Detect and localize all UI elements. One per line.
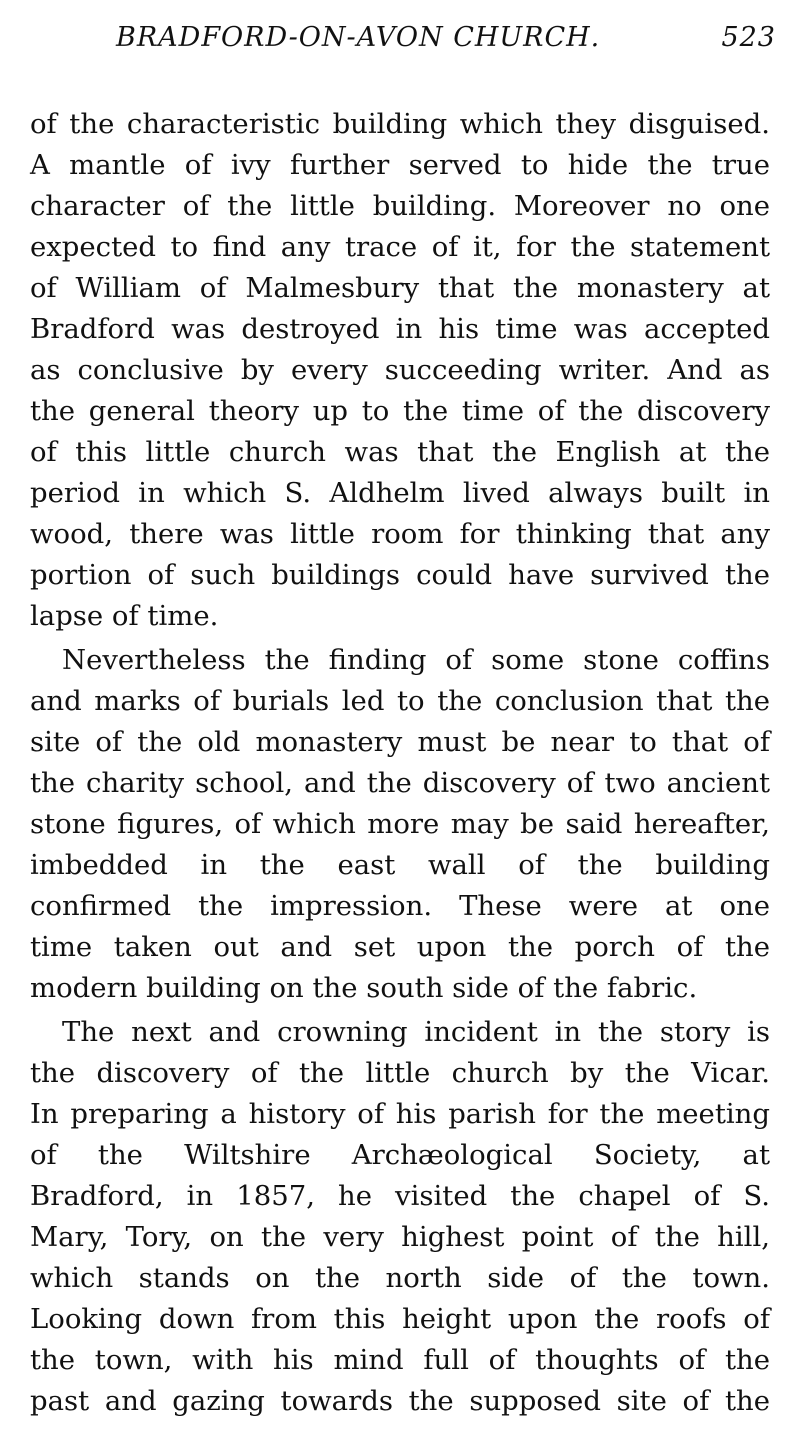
text-line: portion of such buildings could have survived the [30, 559, 770, 591]
text-line: Mary, Tory, on the very highest point of the hill, [30, 1221, 770, 1253]
text-line: the general theory up to the time of the discovery [30, 395, 770, 427]
text-line: expected to find any trace of it, for the statement [30, 231, 770, 263]
text-line: Looking down from this height upon the roofs of [30, 1303, 770, 1335]
text-line: character of the little building. Moreover no one [30, 190, 770, 222]
text-line: the town, with his mind full of thoughts of the [30, 1344, 770, 1376]
text-line: Nevertheless the finding of some stone coffins [62, 644, 770, 676]
text-line: Bradford, in 1857, he visited the chapel of S. [30, 1180, 770, 1212]
text-line: of William of Malmesbury that the monastery at [30, 272, 770, 304]
text-line: A mantle of ivy further served to hide the true [30, 149, 770, 181]
text-line: Bradford was destroyed in his time was accepted [30, 313, 770, 345]
text-line: and marks of burials led to the conclusion that the [30, 685, 770, 717]
page-number: 523 [721, 22, 776, 53]
text-line: of this little church was that the English at the [30, 436, 770, 468]
text-line: lapse of time. [30, 600, 219, 632]
text-line: of the characteristic building which they disguised. [30, 108, 770, 140]
text-line: as conclusive by every succeeding writer. And as [30, 354, 770, 386]
text-line: the charity school, and the discovery of two ancient [30, 767, 770, 799]
text-line: imbedded in the east wall of the building [30, 849, 770, 881]
text-line: the discovery of the little church by the Vicar. [30, 1057, 770, 1089]
text-line: modern building on the south side of the fabric. [30, 972, 698, 1004]
text-line: The next and crowning incident in the story is [62, 1016, 770, 1048]
text-line: In preparing a history of his parish for the meeting [30, 1098, 770, 1130]
running-title: BRADFORD-ON-AVON CHURCH. [116, 22, 601, 53]
text-line: stone figures, of which more may be said hereafter, [30, 808, 770, 840]
text-line: site of the old monastery must be near to that of [30, 726, 770, 758]
running-head [116, 22, 776, 62]
text-line: wood, there was little room for thinking that any [30, 518, 770, 550]
text-line: period in which S. Aldhelm lived always built in [30, 477, 770, 509]
text-line: which stands on the north side of the town. [30, 1262, 770, 1294]
text-line: of the Wiltshire Archæological Society, at [30, 1139, 770, 1171]
text-line: confirmed the impression. These were at one [30, 890, 770, 922]
text-line: past and gazing towards the supposed site of the [30, 1385, 770, 1417]
text-line: time taken out and set upon the porch of the [30, 931, 770, 963]
